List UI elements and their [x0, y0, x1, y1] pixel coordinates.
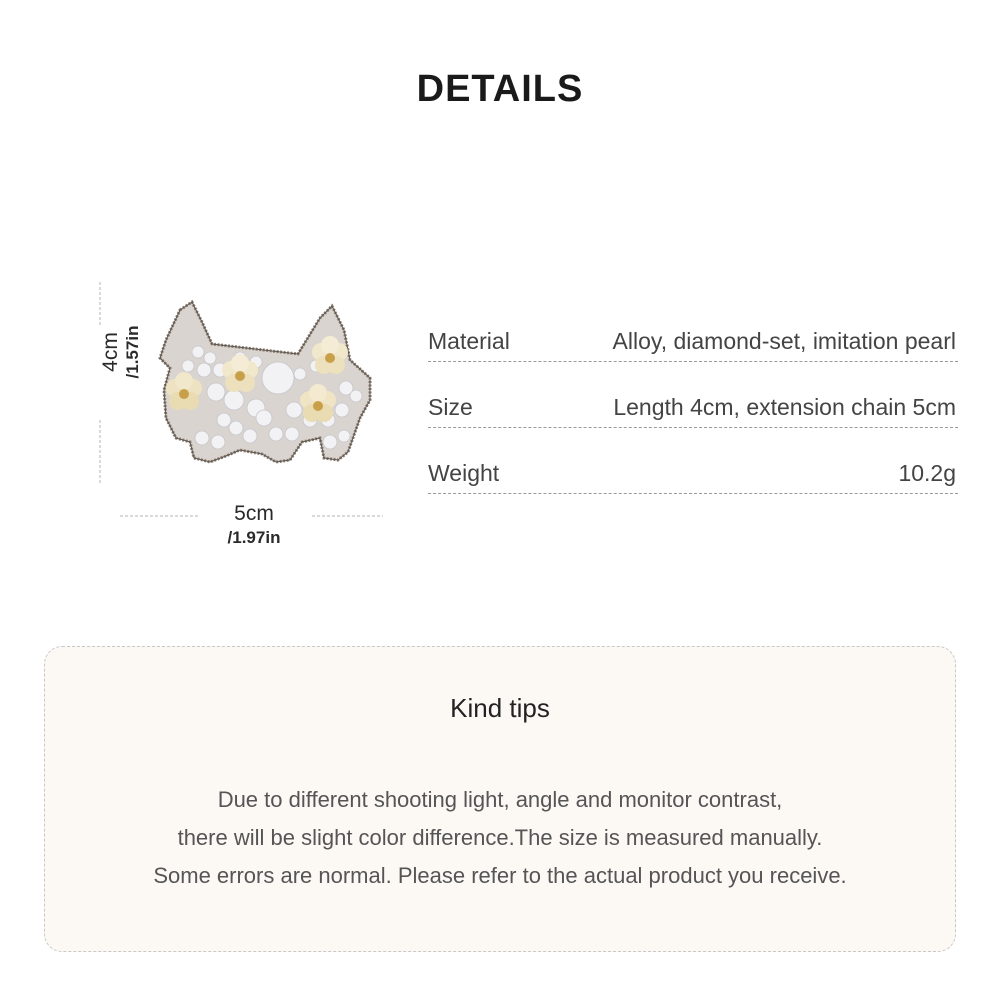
- detail-value: 10.2g: [898, 460, 956, 486]
- tips-line: Due to different shooting light, angle and monitor contrast,: [217, 787, 783, 812]
- detail-value: Alloy, diamond-set, imitation pearl: [612, 328, 956, 354]
- height-cm-text: 4cm: [99, 332, 122, 372]
- detail-row-material: [428, 296, 958, 362]
- details-table: [428, 296, 958, 494]
- height-in-text: /1.57in: [123, 325, 142, 379]
- tips-line: there will be slight color difference.The size is measured manually.: [177, 825, 823, 850]
- tips-title: Kind tips: [450, 693, 550, 723]
- detail-value: Length 4cm, extension chain 5cm: [613, 394, 956, 420]
- width-cm-text: 5cm: [234, 502, 274, 525]
- tips-body: [45, 781, 955, 895]
- width-dimension-label: [204, 502, 304, 550]
- detail-row-size: [428, 362, 958, 428]
- detail-row-weight: [428, 428, 958, 494]
- kind-tips-box: [44, 646, 956, 952]
- detail-label: Material: [428, 328, 510, 354]
- detail-label: Weight: [428, 460, 500, 486]
- page-title: DETAILS: [416, 68, 584, 110]
- tips-line: Some errors are normal. Please refer to the actual product you receive.: [153, 863, 847, 888]
- product-figure: [80, 270, 420, 560]
- height-dimension-label: [100, 312, 154, 392]
- detail-label: Size: [428, 394, 473, 420]
- width-in-text: /1.97in: [227, 528, 281, 547]
